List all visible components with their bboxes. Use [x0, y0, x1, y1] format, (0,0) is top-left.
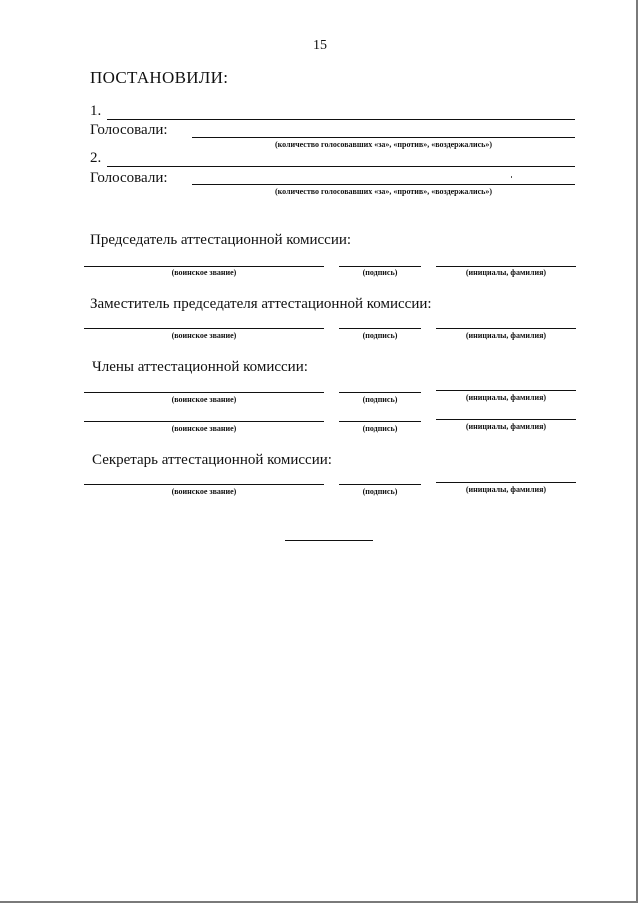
chairman-name-caption: (инициалы, фамилия): [465, 268, 547, 277]
member-1-name-line: [436, 390, 576, 391]
member-2-signature-line: [339, 421, 421, 422]
chairman-rank-caption: (воинское звание): [171, 268, 237, 277]
document-end-separator: [285, 540, 373, 541]
page-number: 15: [313, 38, 327, 53]
section-members-title: Члены аттестационной комиссии:: [92, 359, 308, 375]
member-2-name-caption: (инициалы, фамилия): [465, 422, 547, 431]
secretary-name-line: [436, 482, 576, 483]
member-1-rank-line: [84, 392, 324, 393]
chairman-signature-caption: (подпись): [362, 268, 398, 277]
deputy-signature-caption: (подпись): [362, 331, 398, 340]
section-deputy-chairman-title: Заместитель председателя аттестационной комиссии:: [90, 296, 432, 312]
chairman-name-line: [436, 266, 576, 267]
chairman-signature-line: [339, 266, 421, 267]
secretary-signature-line: [339, 484, 421, 485]
resolution-2-number: 2.: [90, 150, 102, 166]
section-secretary-title: Секретарь аттестационной комиссии:: [92, 452, 332, 468]
secretary-rank-line: [84, 484, 324, 485]
deputy-name-caption: (инициалы, фамилия): [465, 331, 547, 340]
member-2-rank-line: [84, 421, 324, 422]
member-1-signature-line: [339, 392, 421, 393]
deputy-name-line: [436, 328, 576, 329]
deputy-rank-caption: (воинское звание): [171, 331, 237, 340]
scan-speck: [511, 176, 512, 178]
resolution-2-vote-label: Голосовали:: [90, 170, 168, 186]
secretary-rank-caption: (воинское звание): [171, 487, 237, 496]
member-2-rank-caption: (воинское звание): [171, 424, 237, 433]
resolution-1-vote-caption: (количество голосовавших «за», «против», «воздержались»): [274, 140, 493, 149]
resolution-1-vote-label: Голосовали:: [90, 122, 168, 138]
resolution-2-line: [107, 166, 575, 167]
member-1-name-caption: (инициалы, фамилия): [465, 393, 547, 402]
deputy-signature-line: [339, 328, 421, 329]
resolution-1-number: 1.: [90, 103, 102, 119]
secretary-signature-caption: (подпись): [362, 487, 398, 496]
resolution-1-line: [107, 119, 575, 120]
member-1-signature-caption: (подпись): [362, 395, 398, 404]
resolution-2-vote-caption: (количество голосовавших «за», «против», «воздержались»): [274, 187, 493, 196]
member-1-rank-caption: (воинское звание): [171, 395, 237, 404]
heading-resolved: ПОСТАНОВИЛИ:: [90, 68, 229, 87]
member-2-signature-caption: (подпись): [362, 424, 398, 433]
section-chairman-title: Председатель аттестационной комиссии:: [90, 232, 352, 248]
member-2-name-line: [436, 419, 576, 420]
chairman-rank-line: [84, 266, 324, 267]
secretary-name-caption: (инициалы, фамилия): [465, 485, 547, 494]
deputy-rank-line: [84, 328, 324, 329]
resolution-1-vote-line: [192, 137, 575, 138]
resolution-2-vote-line: [192, 184, 575, 185]
